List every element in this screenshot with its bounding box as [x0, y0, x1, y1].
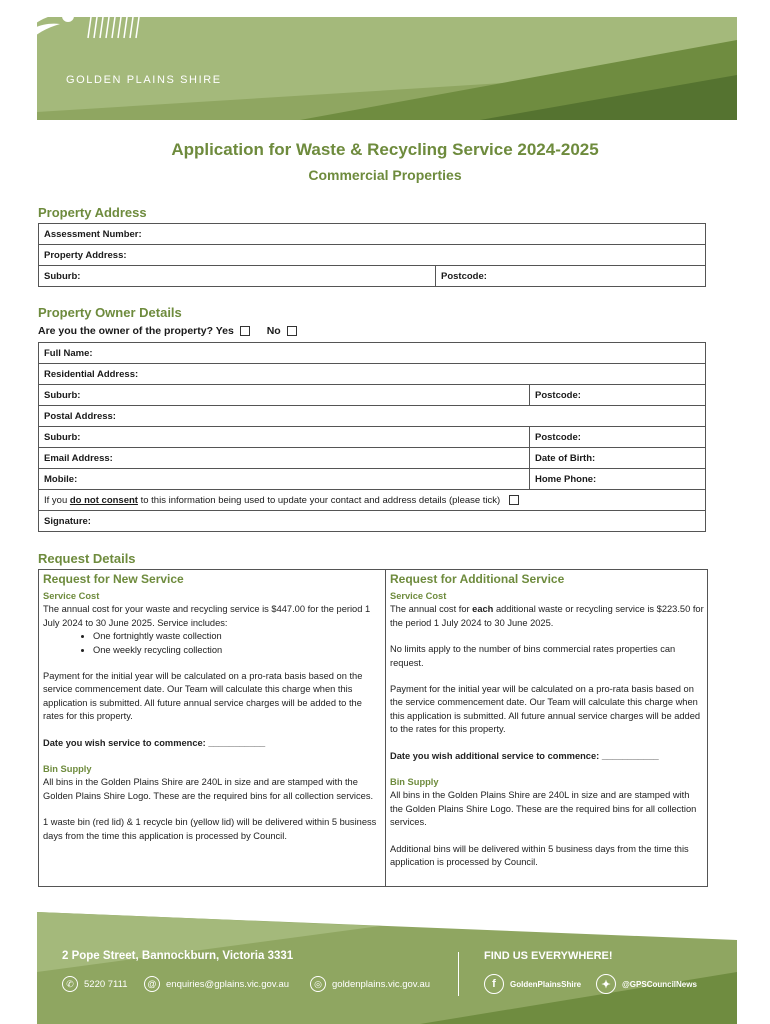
consent-checkbox[interactable]: [509, 495, 519, 505]
additional-limits-text: No limits apply to the number of bins commercial rates properties can request.: [390, 644, 676, 668]
additional-date-field[interactable]: Date you wish additional service to commence: ___________: [390, 750, 659, 761]
find-us-heading: FIND US EVERYWHERE!: [484, 950, 613, 962]
twitter-icon: ✦: [596, 974, 616, 994]
owner-question: [38, 325, 297, 337]
new-service-cost-heading: Service Cost: [43, 591, 100, 601]
additional-service-body: [390, 590, 704, 870]
phone-icon: ✆: [62, 976, 78, 992]
additional-bin-supply-text: All bins in the Golden Plains Shire are 240L in size and are stamped with the Golden Plains Shire Logo. These are the required bins for all collection services.: [390, 790, 697, 828]
new-service-title: Request for New Service: [43, 572, 184, 586]
request-details-box: [38, 569, 708, 887]
assessment-number-field[interactable]: Assessment Number:: [39, 224, 706, 245]
email-icon: @: [144, 976, 160, 992]
mobile-field[interactable]: Mobile:: [39, 469, 530, 490]
residential-postcode-field[interactable]: Postcode:: [530, 385, 706, 406]
new-service-payment-text: Payment for the initial year will be calculated on a pro-rata basis based on the service commencement date. Our Team will calculate this charge when this application is submitted. All future annual service charges will be added to the rates for this property.: [43, 671, 363, 722]
footer-twitter[interactable]: [596, 974, 697, 994]
postal-postcode-field[interactable]: Postcode:: [530, 427, 706, 448]
postal-address-field[interactable]: Postal Address:: [39, 406, 706, 427]
list-item: • One weekly recycling collection: [93, 644, 379, 657]
twitter-text: @GPSCouncilNews: [622, 979, 697, 989]
additional-cost-bold: each: [472, 604, 494, 615]
phone-text: 5220 7111: [84, 978, 128, 990]
residential-address-field[interactable]: Residential Address:: [39, 364, 706, 385]
globe-icon: ◎: [310, 976, 326, 992]
footer-facebook[interactable]: [484, 974, 581, 994]
no-label: No: [266, 325, 281, 337]
footer-phone[interactable]: [62, 976, 128, 992]
request-details-heading: Request Details: [38, 551, 136, 566]
full-name-field[interactable]: Full Name:: [39, 343, 706, 364]
owner-details-table: [38, 342, 706, 532]
owner-details-heading: Property Owner Details: [38, 305, 182, 320]
no-checkbox[interactable]: [287, 326, 297, 336]
list-item: • One fortnightly waste collection: [93, 630, 379, 643]
facebook-text: GoldenPlainsShire: [510, 979, 582, 989]
page-title: Application for Waste & Recycling Service 2024-2025: [171, 140, 599, 159]
new-service-date-field[interactable]: Date you wish service to commence: ___________: [43, 737, 266, 748]
signature-field[interactable]: Signature:: [39, 511, 706, 532]
home-phone-field[interactable]: Home Phone:: [530, 469, 706, 490]
additional-cost-heading: Service Cost: [390, 591, 447, 601]
page-header: [0, 0, 770, 120]
logo-text: GOLDEN PLAINS SHIRE: [66, 74, 222, 86]
new-service-includes-list: [43, 630, 379, 657]
consent-text-post: to this information being used to update your contact and address details (please tick): [137, 494, 501, 506]
new-bin-supply-text: All bins in the Golden Plains Shire are 240L in size and are stamped with the Golden Plains Shire Logo. These are the required bins for all collection services.: [43, 777, 374, 801]
additional-payment-text: Payment for the initial year will be calculated on a pro-rata basis based on the service commencement date. Our Team will calculate this charge when this application is submitted. All future annual service charges will be added to the rates for this property.: [390, 684, 701, 735]
footer-address: 2 Pope Street, Bannockburn, Victoria 3331: [62, 950, 294, 962]
suburb-field[interactable]: Suburb:: [39, 266, 436, 287]
property-address-table: [38, 223, 706, 287]
date-of-birth-field[interactable]: Date of Birth:: [530, 448, 706, 469]
footer-banner: [0, 912, 770, 1024]
email-field[interactable]: Email Address:: [39, 448, 530, 469]
website-text: goldenplains.vic.gov.au: [332, 978, 431, 990]
additional-cost-pre: The annual cost for: [390, 604, 473, 615]
property-address-field[interactable]: Property Address:: [39, 245, 706, 266]
new-service-column: [39, 570, 386, 886]
footer-divider: [458, 952, 459, 996]
footer-website[interactable]: [310, 976, 430, 992]
new-bin-supply-heading: Bin Supply: [43, 764, 92, 775]
postcode-field[interactable]: Postcode:: [436, 266, 706, 287]
consent-text-pre: If you: [44, 494, 70, 506]
additional-service-column: [386, 570, 707, 886]
new-service-cost-text: The annual cost for your waste and recycling service is $447.00 for the period 1 July 2024 to 30 June 2025. Service includes:: [43, 604, 371, 628]
consent-row: [39, 490, 706, 511]
additional-cost-post: additional waste or recycling service is $223.50 for the period 1 July 2024 to 30 June 2025.: [390, 604, 704, 628]
new-delivery-text: 1 waste bin (red lid) & 1 recycle bin (yellow lid) will be delivered within 5 business days from the time this application is processed by Council.: [43, 817, 377, 841]
new-service-body: [43, 590, 379, 843]
owner-question-text: Are you the owner of the property? Yes: [38, 325, 234, 337]
additional-bin-supply-heading: Bin Supply: [390, 777, 439, 788]
footer-email[interactable]: [144, 976, 289, 992]
additional-service-title: Request for Additional Service: [390, 572, 565, 586]
additional-cost-text: [390, 603, 704, 630]
consent-text-bold: do not consent: [69, 494, 138, 506]
golden-plains-logo: [0, 0, 160, 60]
page-footer: [0, 912, 770, 1024]
page-subtitle: Commercial Properties: [308, 167, 462, 183]
email-text: enquiries@gplains.vic.gov.au: [166, 978, 290, 990]
postal-suburb-field[interactable]: Suburb:: [39, 427, 530, 448]
yes-checkbox[interactable]: [240, 326, 250, 336]
residential-suburb-field[interactable]: Suburb:: [39, 385, 530, 406]
property-address-heading: Property Address: [38, 205, 147, 220]
additional-delivery-text: Additional bins will be delivered within 5 business days from the time this application is processed by Council.: [390, 843, 689, 868]
facebook-icon: f: [484, 974, 504, 994]
